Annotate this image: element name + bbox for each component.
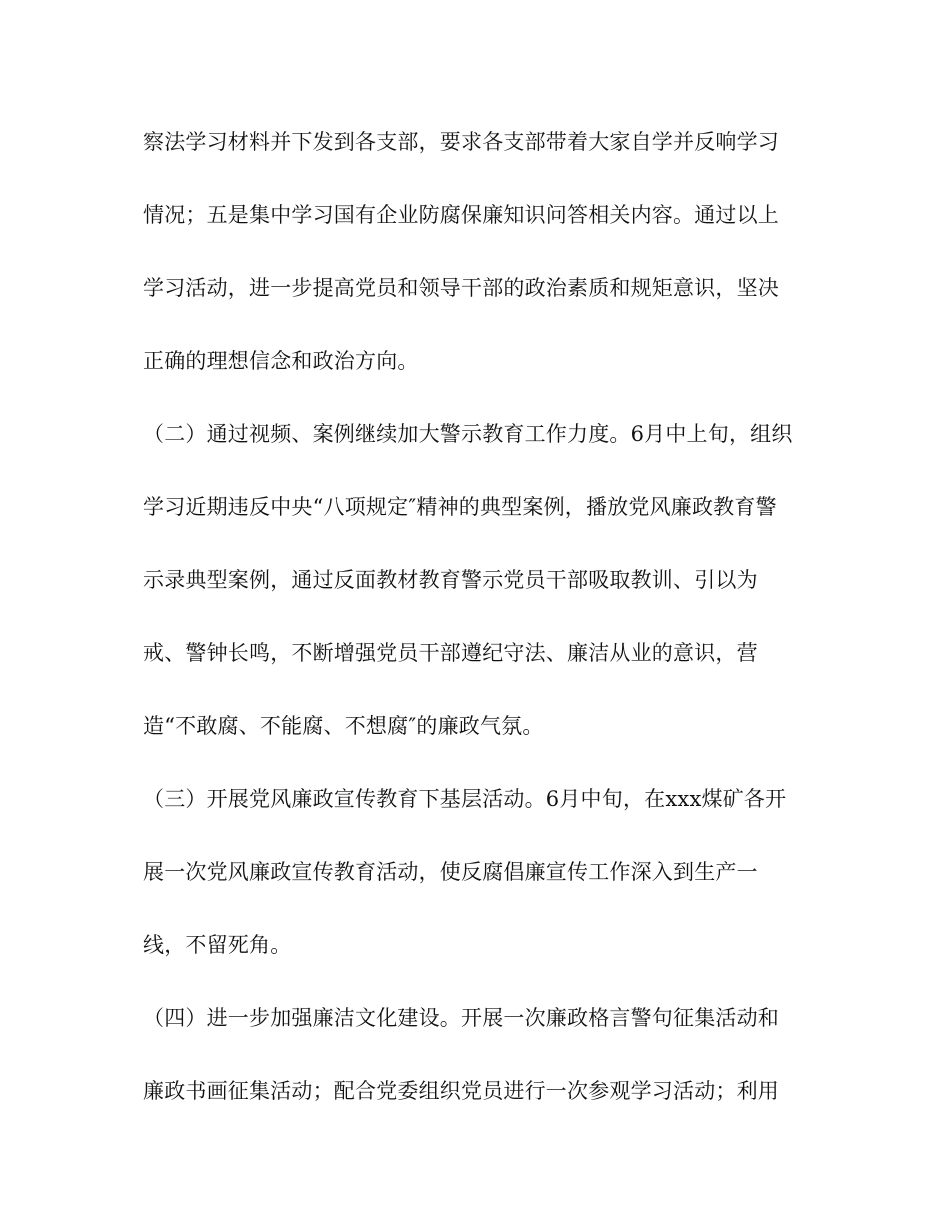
section-heading-line: （四）进一步加强廉洁文化建设。开展一次廉政格言警句征集活动和 (143, 1006, 779, 1030)
text-line: 示录典型案例，通过反面教材教育警示党员干部吸取教训、引以为 (143, 568, 758, 592)
text-line: 造“不敢腐、不能腐、不想腐″的廉政气氛。 (143, 714, 544, 738)
text-line: 学习近期违反中央“八项规定″精神的典型案例，播放党风廉政教育警 (143, 495, 777, 519)
text-line: 察法学习材料并下发到各支部，要求各支部带着大家自学并反响学习 (143, 130, 779, 154)
text-line: 正确的理想信念和政治方向。 (143, 349, 419, 373)
section-heading-line: （三）开展党风廉政宣传教育下基层活动。6月中旬，在xxx煤矿各开 (143, 787, 787, 811)
section-heading-line: （二）通过视频、案例继续加大警示教育工作力度。6月中上旬，组织 (143, 422, 793, 446)
text-line: 情况；五是集中学习国有企业防腐保廉知识问答相关内容。通过以上 (143, 203, 779, 227)
text-line: 线，不留死角。 (143, 933, 292, 957)
text-line: 学习活动，进一步提高党员和领导干部的政治素质和规矩意识，坚决 (143, 276, 779, 300)
text-line: 廉政书画征集活动；配合党委组织党员进行一次参观学习活动；利用 (143, 1079, 779, 1103)
text-line: 展一次党风廉政宣传教育活动，使反腐倡廉宣传工作深入到生产一 (143, 860, 758, 884)
text-line: 戒、警钟长鸣，不断增强党员干部遵纪守法、廉洁从业的意识，营 (143, 641, 758, 665)
